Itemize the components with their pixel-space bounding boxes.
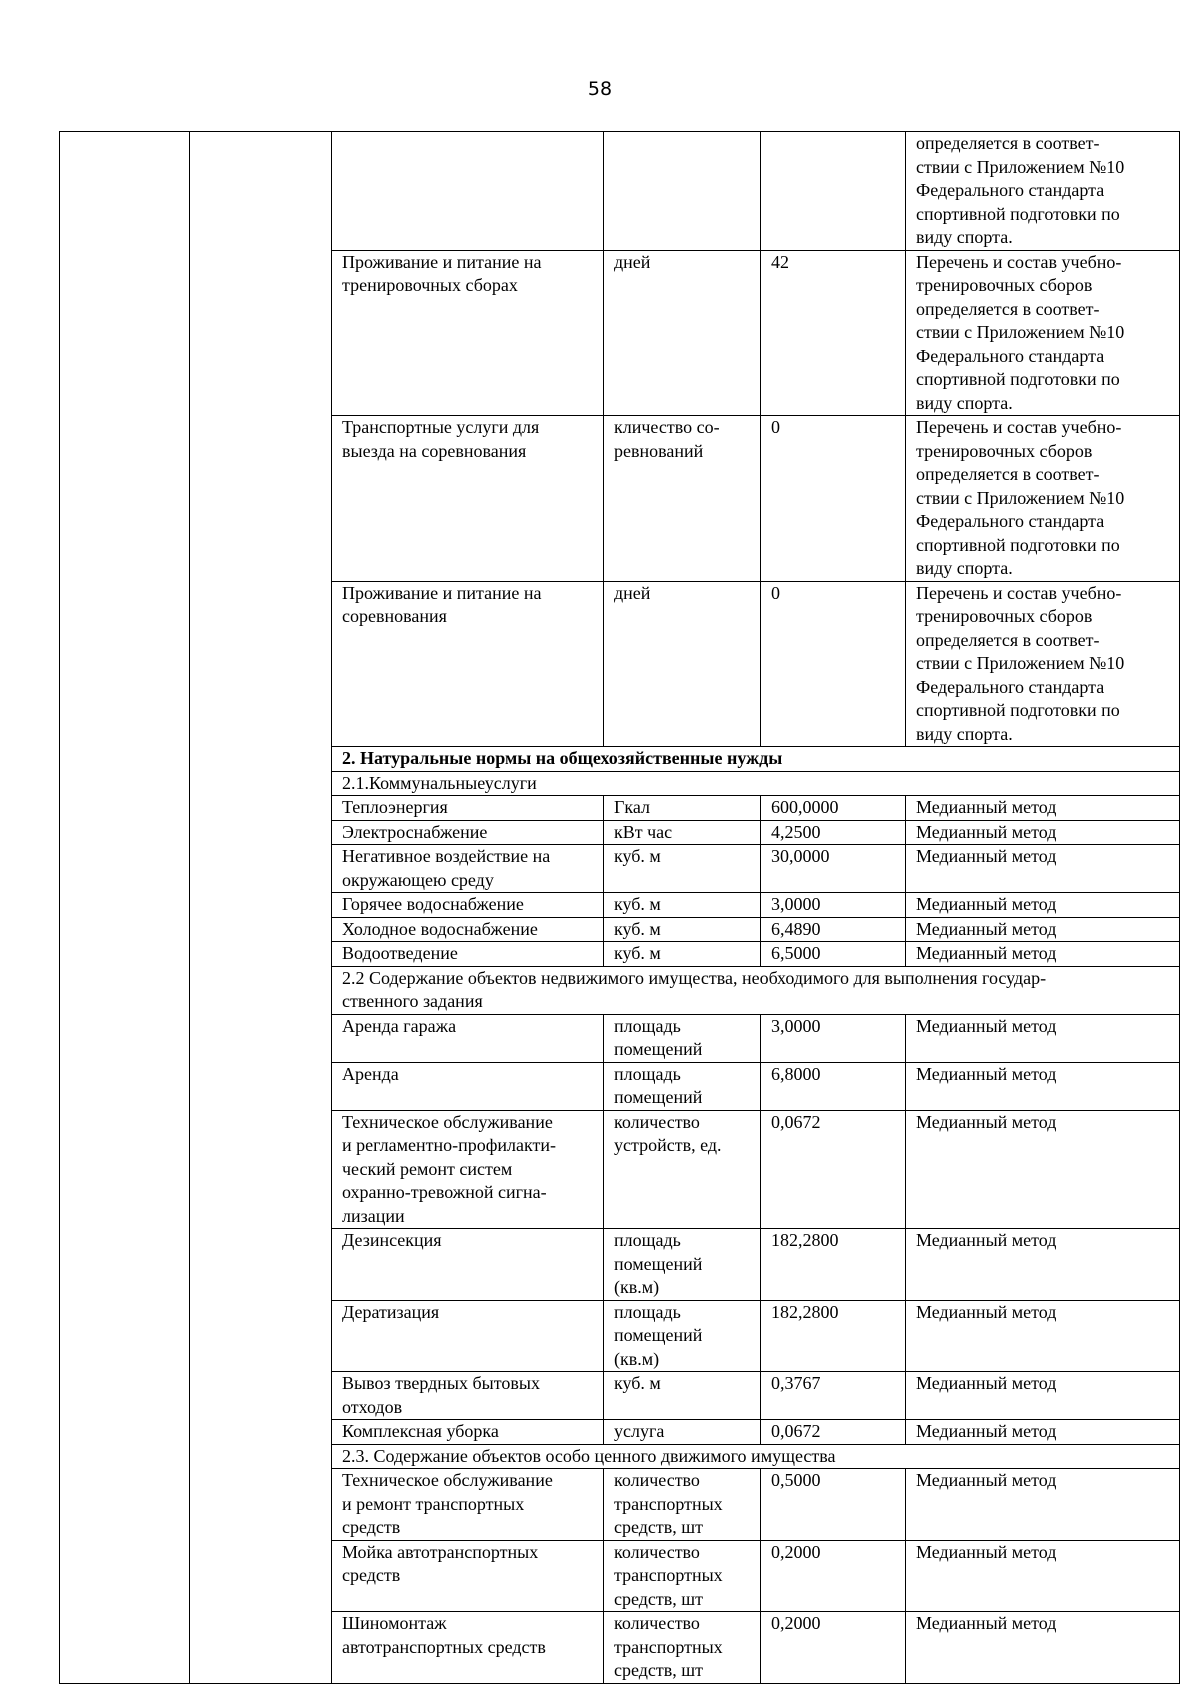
cell-unit: количество устройств, ед.	[604, 1110, 761, 1229]
cell-name: Негативное воздействие на окружающею среду	[332, 845, 604, 893]
cell-name: Техническое обслуживание и ремонт транспортных средств	[332, 1469, 604, 1541]
cell-name: Шиномонтаж автотранспортных средств	[332, 1612, 604, 1684]
section-2-3-header-title: 2.3. Содержание объектов особо ценного движимого имущества	[332, 1444, 1180, 1469]
cell-value: 3,0000	[761, 1014, 906, 1062]
cell-name: Горячее водоснабжение	[332, 893, 604, 918]
cell-note: определяется в соответ- ствии с Приложением №10 Федерального стандарта спортивной подготовки по виду спорта.	[906, 132, 1180, 251]
cell-name: Аренда гаража	[332, 1014, 604, 1062]
cell-value: 0	[761, 581, 906, 747]
cell-unit: куб. м	[604, 917, 761, 942]
cell-note: Медианный метод	[906, 1469, 1180, 1541]
cell-value: 6,4890	[761, 917, 906, 942]
cell-value: 182,2800	[761, 1229, 906, 1301]
cell-value: 3,0000	[761, 893, 906, 918]
cell-unit: кВт час	[604, 820, 761, 845]
cell-name: Транспортные услуги для выезда на соревнования	[332, 416, 604, 582]
cell-value: 0,0672	[761, 1420, 906, 1445]
cell-value: 182,2800	[761, 1300, 906, 1372]
cell-note: Медианный метод	[906, 820, 1180, 845]
cell-unit: площадь помещений (кв.м)	[604, 1229, 761, 1301]
cell-note: Медианный метод	[906, 1540, 1180, 1612]
cell-unit: куб. м	[604, 893, 761, 918]
cell-unit: площадь помещений	[604, 1014, 761, 1062]
cell-value: 42	[761, 250, 906, 416]
cell-name: Дератизация	[332, 1300, 604, 1372]
cell-unit: площадь помещений	[604, 1062, 761, 1110]
cell-value: 0,2000	[761, 1612, 906, 1684]
cell-value: 0,5000	[761, 1469, 906, 1541]
cell-note: Медианный метод	[906, 1014, 1180, 1062]
cell-name: Аренда	[332, 1062, 604, 1110]
cell-value: 0,2000	[761, 1540, 906, 1612]
cell-value: 6,5000	[761, 942, 906, 967]
cell-note: Медианный метод	[906, 1300, 1180, 1372]
cell-value: 4,2500	[761, 820, 906, 845]
empty-col-1	[60, 132, 190, 1684]
cell-value: 6,8000	[761, 1062, 906, 1110]
cell-note: Медианный метод	[906, 796, 1180, 821]
cell-value: 0	[761, 416, 906, 582]
table-row-continued	[60, 132, 1180, 251]
cell-unit: площадь помещений (кв.м)	[604, 1300, 761, 1372]
cell-note: Перечень и состав учебно- тренировочных сборов определяется в соответ- ствии с Приложением №10 Федерального стандарта спортивной подготовки по виду спорта.	[906, 250, 1180, 416]
cell-value	[761, 132, 906, 251]
cell-unit: куб. м	[604, 1372, 761, 1420]
cell-note: Медианный метод	[906, 917, 1180, 942]
cell-note: Перечень и состав учебно- тренировочных сборов определяется в соответ- ствии с Приложением №10 Федерального стандарта спортивной подготовки по виду спорта.	[906, 416, 1180, 582]
cell-note: Перечень и состав учебно- тренировочных сборов определяется в соответ- ствии с Приложением №10 Федерального стандарта спортивной подготовки по виду спорта.	[906, 581, 1180, 747]
cell-unit: кличество со- ревнований	[604, 416, 761, 582]
page-number: 58	[587, 78, 613, 100]
cell-name: Проживание и питание на соревнования	[332, 581, 604, 747]
empty-col-2	[190, 132, 332, 1684]
norms-table	[59, 131, 1180, 1684]
cell-note: Медианный метод	[906, 1420, 1180, 1445]
cell-note: Медианный метод	[906, 942, 1180, 967]
section-2-1-header-title: 2.1.Коммунальныеуслуги	[332, 771, 1180, 796]
cell-unit: дней	[604, 581, 761, 747]
cell-unit: Гкал	[604, 796, 761, 821]
cell-unit: услуга	[604, 1420, 761, 1445]
section-2-header-title: 2. Натуральные нормы на общехозяйственные нужды	[332, 747, 1180, 772]
cell-unit: количество транспортных средств, шт	[604, 1612, 761, 1684]
cell-name: Электроснабжение	[332, 820, 604, 845]
cell-unit: куб. м	[604, 845, 761, 893]
cell-value: 30,0000	[761, 845, 906, 893]
cell-unit: дней	[604, 250, 761, 416]
cell-name: Холодное водоснабжение	[332, 917, 604, 942]
cell-note: Медианный метод	[906, 893, 1180, 918]
cell-name: Мойка автотранспортных средств	[332, 1540, 604, 1612]
cell-unit: количество транспортных средств, шт	[604, 1469, 761, 1541]
cell-name: Вывоз твердных бытовых отходов	[332, 1372, 604, 1420]
cell-note: Медианный метод	[906, 1612, 1180, 1684]
cell-value: 600,0000	[761, 796, 906, 821]
cell-unit	[604, 132, 761, 251]
cell-unit: куб. м	[604, 942, 761, 967]
cell-note: Медианный метод	[906, 1110, 1180, 1229]
cell-value: 0,0672	[761, 1110, 906, 1229]
cell-name: Проживание и питание на тренировочных сборах	[332, 250, 604, 416]
cell-value: 0,3767	[761, 1372, 906, 1420]
cell-name: Техническое обслуживание и регламентно-профилакти- ческий ремонт систем охранно-тревожной сигна- лизации	[332, 1110, 604, 1229]
cell-note: Медианный метод	[906, 845, 1180, 893]
cell-note: Медианный метод	[906, 1062, 1180, 1110]
section-2-2-header-title: 2.2 Содержание объектов недвижимого имущества, необходимого для выполнения государ- ственного задания	[332, 966, 1180, 1014]
cell-name: Комплексная уборка	[332, 1420, 604, 1445]
cell-name: Водоотведение	[332, 942, 604, 967]
cell-note: Медианный метод	[906, 1372, 1180, 1420]
cell-unit: количество транспортных средств, шт	[604, 1540, 761, 1612]
cell-name: Дезинсекция	[332, 1229, 604, 1301]
norms-table-body	[60, 132, 1180, 1684]
cell-name: Теплоэнергия	[332, 796, 604, 821]
cell-note: Медианный метод	[906, 1229, 1180, 1301]
cell-name	[332, 132, 604, 251]
